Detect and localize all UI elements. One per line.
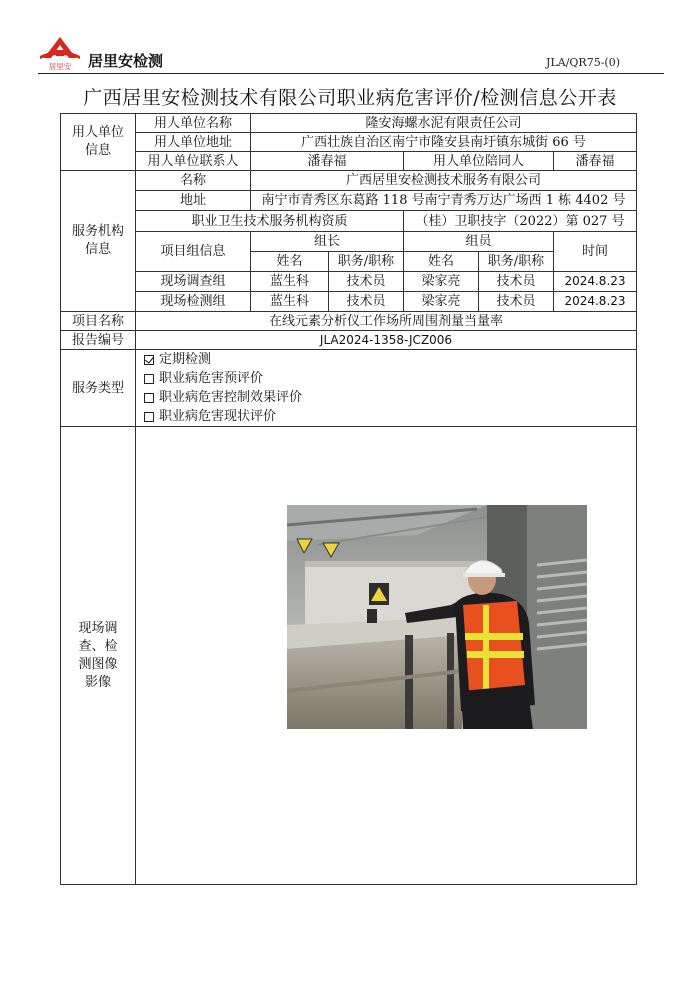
agency-address-value: 南宁市青秀区东葛路 118 号南宁青秀万达广场西 1 栋 4402 号 bbox=[251, 191, 637, 211]
project-name-value: 在线元素分析仪工作场所周围剂量当量率 bbox=[136, 312, 637, 331]
photo-cell bbox=[136, 427, 637, 885]
leader-name-header: 姓名 bbox=[251, 252, 329, 272]
service-type-row bbox=[61, 350, 637, 427]
site-photo bbox=[287, 505, 587, 729]
employer-name-value: 隆安海螺水泥有限责任公司 bbox=[251, 114, 637, 133]
project-name-label: 项目名称 bbox=[61, 312, 136, 331]
checkbox-empty-icon bbox=[144, 374, 154, 384]
info-table bbox=[60, 113, 637, 885]
team-group-label: 项目组信息 bbox=[136, 232, 251, 272]
page-header bbox=[38, 36, 664, 74]
team-member-header: 组员 bbox=[404, 232, 554, 252]
employer-name-row bbox=[61, 114, 637, 133]
report-number-value: JLA2024-1358-JCZ006 bbox=[136, 331, 637, 350]
service-type-label: 服务类型 bbox=[61, 350, 136, 427]
agency-address-row bbox=[61, 191, 637, 211]
header-divider bbox=[38, 73, 664, 74]
agency-name-value: 广西居里安检测技术服务有限公司 bbox=[251, 171, 637, 191]
service-option-label: 职业病危害现状评价 bbox=[159, 409, 277, 424]
employer-section-label: 用人单位信息 bbox=[61, 114, 136, 171]
service-option-label: 定期检测 bbox=[159, 352, 212, 367]
photo-section-label: 现场调查、检测图像影像 bbox=[61, 427, 136, 885]
team-row-member: 梁家亮 bbox=[404, 292, 479, 312]
agency-name-label: 名称 bbox=[136, 171, 251, 191]
report-number-label: 报告编号 bbox=[61, 331, 136, 350]
team-row-group: 现场调查组 bbox=[136, 272, 251, 292]
member-title-header: 职务/职称 bbox=[479, 252, 554, 272]
agency-name-row bbox=[61, 171, 637, 191]
report-number-row bbox=[61, 331, 637, 350]
team-row-member-title: 技术员 bbox=[479, 292, 554, 312]
employer-address-row bbox=[61, 133, 637, 152]
agency-qualification-label: 职业卫生技术服务机构资质 bbox=[136, 211, 404, 232]
site-photo-image bbox=[287, 505, 587, 729]
checkbox-empty-icon bbox=[144, 393, 154, 403]
team-row-survey bbox=[61, 272, 637, 292]
team-leader-header: 组长 bbox=[251, 232, 404, 252]
team-row-time: 2024.8.23 bbox=[554, 292, 637, 312]
page-title: 广西居里安检测技术有限公司职业病危害评价/检测信息公开表 bbox=[83, 87, 617, 109]
logo-wordmark: 居里安 bbox=[48, 62, 72, 71]
checkbox-checked-icon bbox=[144, 355, 154, 365]
employer-address-value: 广西壮族自治区南宁市隆安县南圩镇东城街 66 号 bbox=[251, 133, 637, 152]
employer-contact-label: 用人单位联系人 bbox=[136, 152, 251, 171]
team-row-leader: 蓝生科 bbox=[251, 292, 329, 312]
form-number: JLA/QR75-(0) bbox=[546, 56, 620, 69]
service-option bbox=[144, 388, 634, 407]
leader-title-header: 职务/职称 bbox=[329, 252, 404, 272]
company-logo-icon bbox=[38, 36, 82, 72]
service-type-options bbox=[136, 350, 637, 427]
brand-name: 居里安检测 bbox=[88, 52, 164, 70]
employer-name-label: 用人单位名称 bbox=[136, 114, 251, 133]
team-row-detection bbox=[61, 292, 637, 312]
member-name-header: 姓名 bbox=[404, 252, 479, 272]
service-option bbox=[144, 350, 634, 369]
team-header-row bbox=[61, 232, 637, 252]
employer-contact-value: 潘春福 bbox=[251, 152, 404, 171]
employer-address-label: 用人单位地址 bbox=[136, 133, 251, 152]
service-option-label: 职业病危害预评价 bbox=[159, 371, 264, 386]
photo-row bbox=[61, 427, 637, 885]
team-row-leader: 蓝生科 bbox=[251, 272, 329, 292]
service-option-label: 职业病危害控制效果评价 bbox=[159, 390, 303, 405]
team-row-time: 2024.8.23 bbox=[554, 272, 637, 292]
service-option bbox=[144, 407, 634, 426]
agency-qualification-row bbox=[61, 211, 637, 232]
agency-section-label: 服务机构信息 bbox=[61, 171, 136, 312]
team-row-leader-title: 技术员 bbox=[329, 272, 404, 292]
team-row-member-title: 技术员 bbox=[479, 272, 554, 292]
team-row-group: 现场检测组 bbox=[136, 292, 251, 312]
employer-escort-value: 潘春福 bbox=[554, 152, 637, 171]
team-row-leader-title: 技术员 bbox=[329, 292, 404, 312]
employer-contact-row bbox=[61, 152, 637, 171]
employer-escort-label: 用人单位陪同人 bbox=[404, 152, 554, 171]
agency-qualification-value: （桂）卫职技字（2022）第 027 号 bbox=[404, 211, 637, 232]
agency-address-label: 地址 bbox=[136, 191, 251, 211]
service-option bbox=[144, 369, 634, 388]
team-row-member: 梁家亮 bbox=[404, 272, 479, 292]
team-time-header: 时间 bbox=[554, 232, 637, 272]
project-name-row bbox=[61, 312, 637, 331]
checkbox-empty-icon bbox=[144, 412, 154, 422]
